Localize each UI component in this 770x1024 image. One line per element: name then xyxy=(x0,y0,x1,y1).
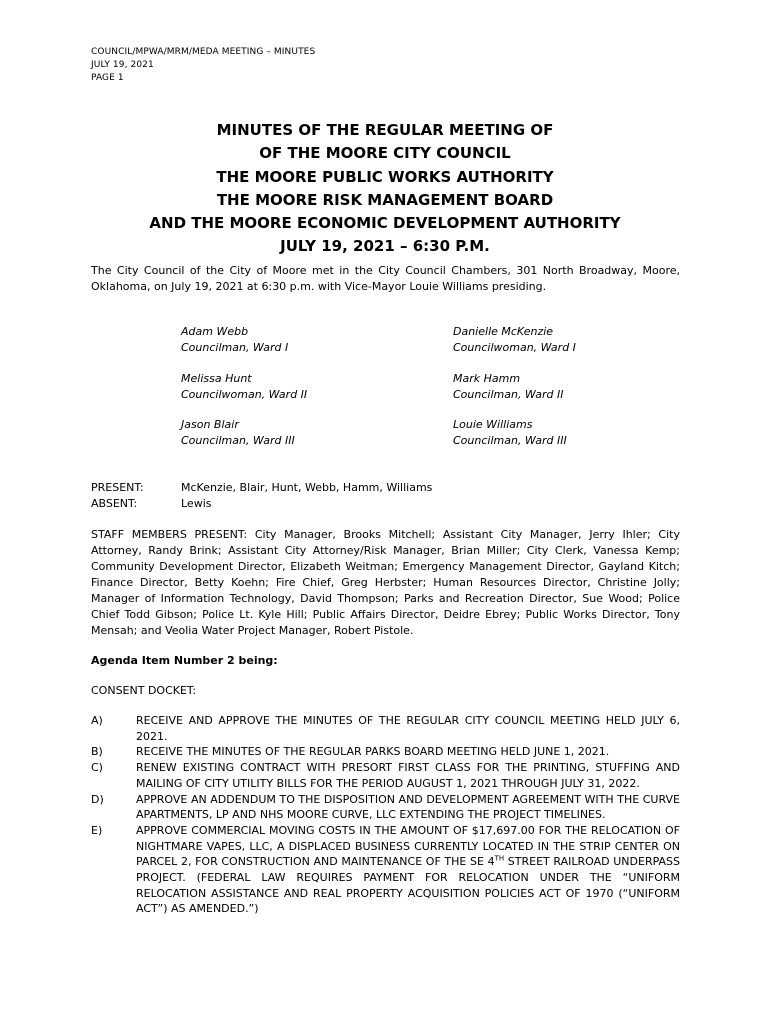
absent-label: ABSENT: xyxy=(91,497,138,510)
header-date-line: JULY 19, 2021 xyxy=(91,60,154,70)
member-name: Danielle McKenzie xyxy=(453,325,554,338)
item-text-after: STREET RAILROAD UNDERPASS PROJECT. (FEDERAL LAW REQUIRES PAYMENT FOR RELOCATION UNDER THE “UNIFORM RELOCATION ASSISTANCE AND REAL PROPERTY ACQUISITION POLICIES ACT OF 1970 (“UNIFORM ACT”) AS AMENDED.”) xyxy=(136,855,681,916)
title-line-5: AND THE MOORE ECONOMIC DEVELOPMENT AUTHORITY xyxy=(149,214,621,233)
list-item xyxy=(91,713,680,744)
consent-items-list xyxy=(91,713,680,917)
member-title: Councilwoman, Ward II xyxy=(181,388,308,401)
consent-heading: CONSENT DOCKET: xyxy=(91,684,197,697)
item-letter: A) xyxy=(91,714,103,727)
document-title xyxy=(0,119,770,259)
item-text-before: APPROVE COMMERCIAL MOVING COSTS IN THE AMOUNT OF $17,697.00 FOR THE RELOCATION OF NIGHTMARE VAPES, LLC, A DISPLACED BUSINESS CURRENTLY LOCATED IN THE STRIP CENTER ON PARCEL 2, FOR CONSTRUCTION AND MAINTENANCE OF THE SE 4 xyxy=(136,823,680,869)
title-line-6: JULY 19, 2021 – 6:30 P.M. xyxy=(280,237,490,256)
list-item xyxy=(91,760,680,791)
roster-left-3 xyxy=(181,417,295,449)
title-line-3: THE MOORE PUBLIC WORKS AUTHORITY xyxy=(216,167,554,186)
list-item xyxy=(91,823,680,917)
member-name: Melissa Hunt xyxy=(181,372,252,385)
staff-paragraph: STAFF MEMBERS PRESENT: City Manager, Brooks Mitchell; Assistant City Manager, Jerry Ihler; City Attorney, Randy Brink; Assistant City Attorney/Risk Manager, Brian Miller; City Clerk, Vanessa Kemp; Community Development Director, Elizabeth Weitman; Emergency Management Director, Gayland Kitch; Finance Director, Betty Koehn; Fire Chief, Greg Herbster; Human Resources Director, Christine Jolly; Manager of Information Technology, David Thompson; Parks and Recreation Director, Sue Wood; Police Chief Todd Gibson; Police Lt. Kyle Hill; Public Affairs Director, Deidre Ebrey; Public Works Director, Tony Mensah; and Veolia Water Project Manager, Robert Pistole. xyxy=(91,528,680,637)
item-text: RECEIVE THE MINUTES OF THE REGULAR PARKS BOARD MEETING HELD JUNE 1, 2021. xyxy=(136,745,610,759)
title-line-1: MINUTES OF THE REGULAR MEETING OF xyxy=(216,121,554,139)
agenda-heading: Agenda Item Number 2 being: xyxy=(91,654,278,667)
list-item xyxy=(91,744,680,760)
ordinal-suffix: TH xyxy=(494,854,505,863)
member-name: Louie Williams xyxy=(453,418,533,431)
member-name: Adam Webb xyxy=(181,325,249,338)
member-title: Councilman, Ward III xyxy=(181,434,295,447)
page-header xyxy=(91,46,315,85)
item-text: RENEW EXISTING CONTRACT WITH PRESORT FIRST CLASS FOR THE PRINTING, STUFFING AND MAILING OF CITY UTILITY BILLS FOR THE PERIOD AUGUST 1, 2021 THROUGH JULY 31, 2022. xyxy=(136,761,680,790)
roster-left-2 xyxy=(181,371,307,403)
present-value: McKenzie, Blair, Hunt, Webb, Hamm, Williams xyxy=(181,481,433,494)
item-text: APPROVE AN ADDENDUM TO THE DISPOSITION AND DEVELOPMENT AGREEMENT WITH THE CURVE APARTMENTS, LP AND NHS MOORE CURVE, LLC EXTENDING THE PROJECT TIMELINES. xyxy=(136,792,680,822)
roster-right-3 xyxy=(453,417,567,449)
member-name: Mark Hamm xyxy=(453,372,521,385)
title-line-2: OF THE MOORE CITY COUNCIL xyxy=(259,144,511,163)
list-item xyxy=(91,792,680,823)
roster-left-1 xyxy=(181,324,288,356)
header-meeting-line: COUNCIL/MPWA/MRM/MEDA MEETING – MINUTES xyxy=(91,47,316,57)
absent-value: Lewis xyxy=(181,497,212,510)
item-letter: D) xyxy=(91,792,104,806)
item-letter: E) xyxy=(91,823,103,837)
item-letter: B) xyxy=(91,745,103,759)
member-title: Councilman, Ward III xyxy=(453,434,567,447)
roster-right-2 xyxy=(453,371,563,403)
intro-paragraph: The City Council of the City of Moore met in the City Council Chambers, 301 North Broadway, Moore, Oklahoma, on July 19, 2021 at 6:30 p.m. with Vice-Mayor Louie Williams presiding. xyxy=(91,264,680,293)
title-line-4: THE MOORE RISK MANAGEMENT BOARD xyxy=(216,190,554,209)
header-page-line: PAGE 1 xyxy=(91,73,124,83)
member-name: Jason Blair xyxy=(181,418,239,431)
present-label: PRESENT: xyxy=(91,481,144,494)
item-text: RECEIVE AND APPROVE THE MINUTES OF THE REGULAR CITY COUNCIL MEETING HELD JULY 6, 2021. xyxy=(136,714,680,743)
member-title: Councilman, Ward II xyxy=(453,388,564,401)
item-letter: C) xyxy=(91,761,103,775)
item-text xyxy=(136,823,680,917)
roster-right-1 xyxy=(453,324,576,356)
member-title: Councilman, Ward I xyxy=(181,341,289,354)
member-title: Councilwoman, Ward I xyxy=(453,341,576,354)
